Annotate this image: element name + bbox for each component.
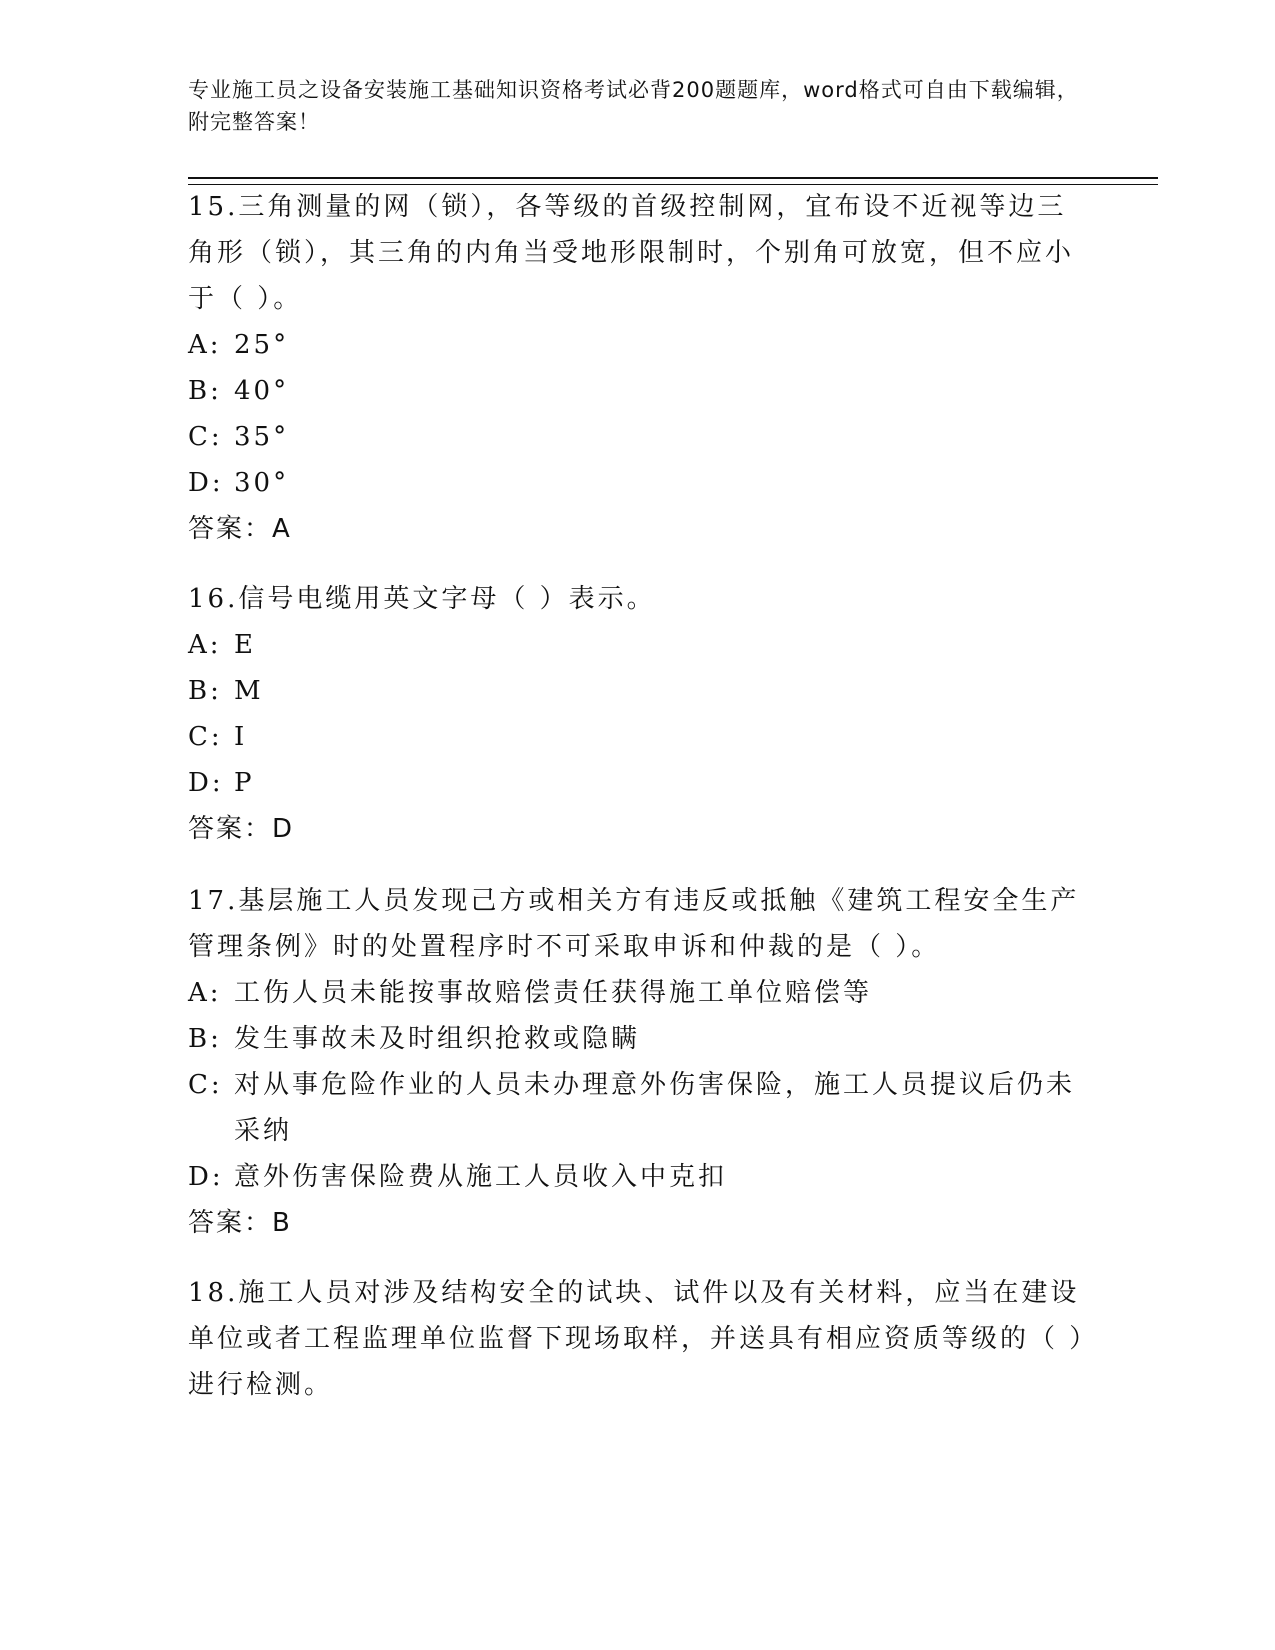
option-text: P <box>234 768 255 798</box>
option-letter: B: <box>188 1024 222 1054</box>
question-16 <box>188 576 1088 852</box>
option-d <box>188 760 1088 806</box>
answer-line: 答案：B <box>188 1208 292 1238</box>
answer-line: 答案：D <box>188 814 295 844</box>
option-a <box>188 970 1088 1016</box>
option-text: E <box>234 630 256 660</box>
option-letter: A: <box>188 630 222 660</box>
option-letter: A: <box>188 978 222 1008</box>
option-text: M <box>234 676 264 706</box>
question-stem: 18.施工人员对涉及结构安全的试块、试件以及有关材料，应当在建设单位或者工程监理单位监督下现场取样，并送具有相应资质等级的（ ）进行检测。 <box>188 1278 1086 1400</box>
option-letter: D: <box>188 768 224 798</box>
option-letter: B: <box>188 676 222 706</box>
option-text: 40° <box>234 376 290 406</box>
option-text: 35° <box>234 422 290 452</box>
option-text: I <box>234 722 248 752</box>
option-d <box>188 1154 1088 1200</box>
option-text: 意外伤害保险费从施工人员收入中克扣 <box>234 1162 728 1192</box>
question-18 <box>188 1270 1088 1408</box>
option-b <box>188 368 1088 414</box>
document-header: 专业施工员之设备安装施工基础知识资格考试必背200题题库，word格式可自由下载编辑，附完整答案！ <box>188 78 1079 134</box>
option-b <box>188 1016 1088 1062</box>
option-letter: D: <box>188 468 224 498</box>
question-15 <box>188 184 1088 552</box>
header-rule-thick <box>188 177 1158 179</box>
option-text: 对从事危险作业的人员未办理意外伤害保险，施工人员提议后仍未采纳 <box>234 1070 1076 1146</box>
option-c <box>188 1062 1088 1154</box>
option-b <box>188 668 1088 714</box>
option-letter: B: <box>188 376 222 406</box>
option-letter: A: <box>188 330 222 360</box>
option-text: 发生事故未及时组织抢救或隐瞒 <box>234 1024 641 1054</box>
option-d <box>188 460 1088 506</box>
option-text: 30° <box>234 468 290 498</box>
option-letter: C: <box>188 422 223 452</box>
option-a <box>188 622 1088 668</box>
option-letter: C: <box>188 1070 223 1100</box>
option-a <box>188 322 1088 368</box>
option-text: 25° <box>234 330 290 360</box>
option-letter: D: <box>188 1162 224 1192</box>
question-stem: 15.三角测量的网（锁），各等级的首级控制网，宜布设不近视等边三角形（锁），其三角的内角当受地形限制时，个别角可放宽，但不应小于（ ）。 <box>188 192 1075 314</box>
option-text: 工伤人员未能按事故赔偿责任获得施工单位赔偿等 <box>234 978 873 1008</box>
option-c <box>188 414 1088 460</box>
option-letter: C: <box>188 722 223 752</box>
question-17 <box>188 878 1088 1246</box>
option-c <box>188 714 1088 760</box>
answer-line: 答案：A <box>188 514 292 544</box>
question-stem: 17.基层施工人员发现己方或相关方有违反或抵触《建筑工程安全生产管理条例》时的处置程序时不可采取申诉和仲裁的是（ ）。 <box>188 886 1080 962</box>
question-stem: 16.信号电缆用英文字母（ ）表示。 <box>188 584 656 614</box>
